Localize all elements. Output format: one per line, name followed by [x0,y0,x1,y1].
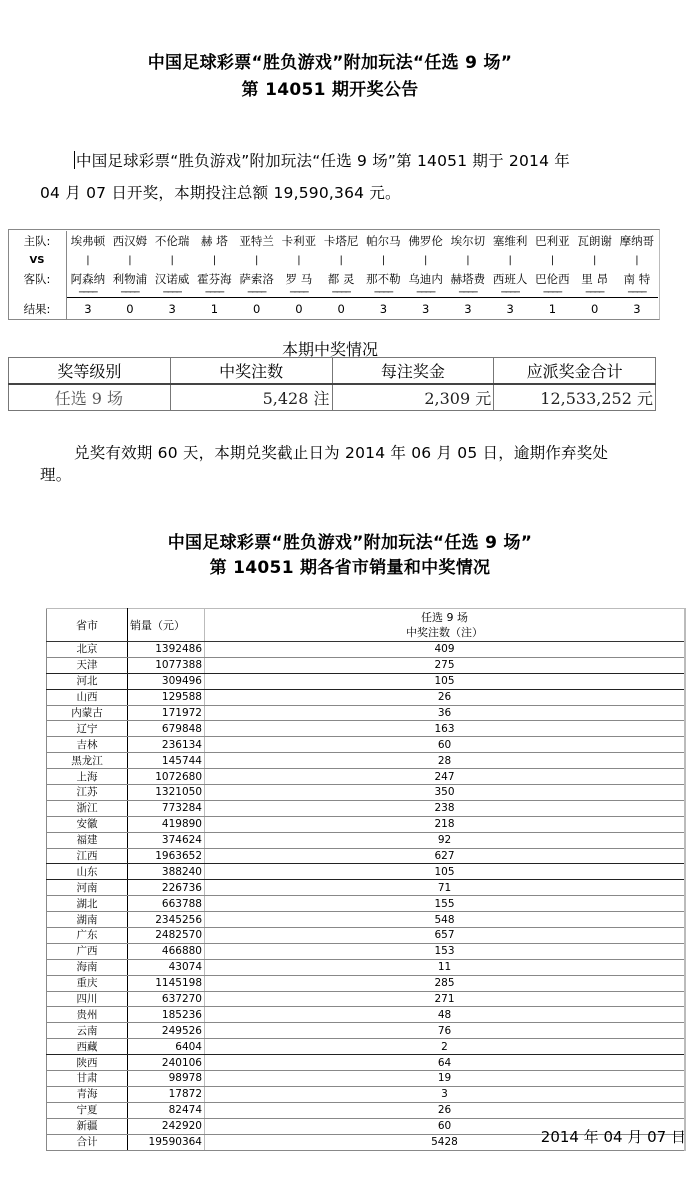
intro-paragraph-line2: 04 月 07 日开奖，本期投注总额 19,590,364 元。 [40,184,401,202]
province-cell-province: 贵州 [47,1007,128,1023]
province-cell-sales: 82474 [128,1102,205,1118]
match-away: 罗 马 [285,272,313,286]
vs-mark: | [128,254,132,266]
province-cell-winners: 105 [205,864,686,880]
province-header-province: 省市 [47,609,128,642]
province-cell-province: 湖北 [47,896,128,912]
province-cell-province: 新疆 [47,1118,128,1134]
prize-header-total: 应派奖金合计 [494,358,656,385]
vs-mark: | [381,254,386,266]
province-cell-winners: 238 [205,800,686,816]
match-home: 巴利亚 [535,234,570,248]
province-cell-province: 山西 [47,689,128,705]
province-cell-winners: 153 [205,943,686,959]
match-result: 3 [405,298,447,321]
province-cell-sales: 663788 [128,896,205,912]
match-result: 3 [151,298,193,321]
match-home: 帕尔马 [366,234,401,248]
divider-mark: ──── [332,288,350,298]
divider-mark: ──── [374,288,393,298]
province-cell-winners: 657 [205,928,686,944]
province-row [47,912,686,928]
page-title-line1: 中国足球彩票“胜负游戏”附加玩法“任选 9 场” [147,53,513,73]
province-cell-winners: 92 [205,832,686,848]
province-header-row [47,609,686,642]
province-cell-sales: 2345256 [128,912,205,928]
province-row [47,705,686,721]
vs-mark: | [254,254,259,266]
match-home: 佛罗伦 [408,234,443,248]
province-cell-sales: 19590364 [128,1134,205,1150]
match-row-away [8,269,658,289]
prize-header-level: 奖等级别 [9,358,171,385]
province-row [47,848,686,864]
province-cell-sales: 236134 [128,737,205,753]
match-result: 3 [489,298,531,321]
notice-line1: 兑奖有效期 60 天，本期兑奖截止日为 2014 年 06 月 05 日，逾期作弃奖处 [74,444,609,462]
province-cell-province: 北京 [47,642,128,658]
match-away: 西班人 [492,272,528,286]
match-result: 3 [362,298,404,321]
province-cell-winners: 60 [205,737,686,753]
match-away: 乌迪内 [408,272,443,286]
province-cell-province: 辽宁 [47,721,128,737]
province-cell-sales: 1077388 [128,657,205,673]
province-cell-province: 四川 [47,991,128,1007]
province-cell-province: 重庆 [47,975,128,991]
match-away: 那不勒 [366,272,401,286]
province-cell-sales: 226736 [128,880,205,896]
province-cell-sales: 1321050 [128,785,205,801]
province-cell-sales: 171972 [128,705,205,721]
divider-mark: ──── [163,288,181,298]
province-cell-province: 宁夏 [47,1102,128,1118]
match-result: 3 [447,298,489,321]
divider-mark: ──── [416,288,435,298]
prize-total: 12,533,252 元 [494,384,656,411]
divider-mark: ──── [79,288,97,298]
province-table-wrapper [46,608,686,1151]
province-cell-province: 浙江 [47,800,128,816]
province-cell-sales: 388240 [128,864,205,880]
divider-mark: ──── [628,288,646,298]
province-cell-winners: 60 [205,1118,686,1134]
province-cell-sales: 309496 [128,673,205,689]
province-cell-sales: 6404 [128,1039,205,1055]
province-title-line1: 中国足球彩票“胜负游戏”附加玩法“任选 9 场” [167,533,533,553]
province-cell-province: 云南 [47,1023,128,1039]
match-home: 亚特兰 [239,234,274,248]
province-row [47,832,686,848]
province-row [47,721,686,737]
province-cell-sales: 466880 [128,943,205,959]
match-away: 巴伦西 [535,272,570,286]
match-row-home [8,231,658,251]
province-row [47,753,686,769]
province-cell-winners: 3 [205,1086,686,1102]
province-cell-sales: 773284 [128,800,205,816]
vs-mark: | [508,254,512,266]
match-row-home-label: 主队: [8,231,67,251]
prize-per-bet: 2,309 元 [332,384,494,411]
province-row [47,1071,686,1087]
vs-mark: | [592,254,597,266]
province-cell-winners: 163 [205,721,686,737]
province-cell-winners: 5428 [205,1134,686,1150]
province-cell-winners: 218 [205,816,686,832]
province-row [47,1086,686,1102]
province-cell-sales: 1392486 [128,642,205,658]
province-cell-winners: 271 [205,991,686,1007]
match-away: 利物浦 [112,272,148,286]
text-cursor [74,151,75,169]
match-home: 不伦瑞 [154,234,190,248]
match-row-divider-label [8,289,67,298]
match-away: 赫塔费 [450,272,486,286]
prize-header-winners: 中奖注数 [170,358,332,385]
match-home: 卡塔尼 [323,234,359,248]
province-cell-winners: 36 [205,705,686,721]
province-row [47,1007,686,1023]
prize-table [8,357,656,411]
province-row [47,816,686,832]
province-cell-winners: 285 [205,975,686,991]
province-cell-winners: 155 [205,896,686,912]
vs-mark: | [635,254,639,266]
province-cell-winners: 350 [205,785,686,801]
province-cell-province: 福建 [47,832,128,848]
province-row [47,689,686,705]
province-cell-winners: 548 [205,912,686,928]
match-result: 0 [574,298,616,321]
province-cell-province: 江苏 [47,785,128,801]
match-result: 1 [193,298,235,321]
province-cell-winners: 275 [205,657,686,673]
province-cell-sales: 249526 [128,1023,205,1039]
match-away: 南 特 [623,272,651,286]
province-header-winners [205,609,686,642]
province-row [47,928,686,944]
province-cell-winners: 105 [205,673,686,689]
prize-header-row [9,358,656,385]
vs-mark: | [86,254,90,266]
province-row [47,943,686,959]
match-result: 0 [109,298,151,321]
province-cell-winners: 247 [205,769,686,785]
vs-mark: | [466,254,470,266]
province-row [47,769,686,785]
province-row [47,1102,686,1118]
province-header-sales: 销量（元） [128,609,205,642]
match-home: 摩纳哥 [619,234,655,248]
divider-mark: ──── [205,288,224,298]
prize-winners: 5,428 注 [170,384,332,411]
province-cell-province: 广西 [47,943,128,959]
province-row [47,959,686,975]
province-cell-sales: 1145198 [128,975,205,991]
province-cell-winners: 19 [205,1071,686,1087]
province-cell-sales: 374624 [128,832,205,848]
province-cell-province: 内蒙古 [47,705,128,721]
match-result: 1 [531,298,573,321]
province-cell-province: 山东 [47,864,128,880]
match-result: 0 [278,298,320,321]
province-cell-sales: 1963652 [128,848,205,864]
match-row-divider [8,289,658,298]
province-cell-winners: 76 [205,1023,686,1039]
province-cell-sales: 98978 [128,1071,205,1087]
province-row [47,880,686,896]
intro-text-1: 中国足球彩票“胜负游戏”附加玩法“任选 9 场”第 14051 期于 2014 年 [76,152,570,170]
divider-mark: ──── [121,288,139,298]
prize-caption: 本期中奖情况 [281,340,378,359]
province-cell-sales: 43074 [128,959,205,975]
divider-mark: ──── [459,288,477,298]
match-home: 西汉姆 [112,234,148,248]
province-cell-province: 河南 [47,880,128,896]
province-title-line2: 第 14051 期各省市销量和中奖情况 [209,558,491,578]
province-row [47,1023,686,1039]
vs-mark: | [339,254,343,266]
prize-level: 任选 9 场 [9,384,171,411]
province-cell-sales: 145744 [128,753,205,769]
vs-mark: | [423,254,428,266]
province-cell-province: 海南 [47,959,128,975]
province-row [47,673,686,689]
match-result: 3 [616,298,658,321]
page-title-line2: 第 14051 期开奖公告 [241,80,419,100]
province-cell-sales: 185236 [128,1007,205,1023]
match-away: 汉诺威 [154,272,190,286]
notice-line2: 理。 [40,466,72,484]
prize-header-per-bet: 每注奖金 [332,358,494,385]
province-row [47,896,686,912]
province-cell-winners: 26 [205,689,686,705]
match-home: 卡利亚 [281,234,317,248]
match-home: 瓦朗谢 [577,234,612,248]
divider-mark: ──── [543,288,562,298]
province-cell-province: 青海 [47,1086,128,1102]
province-cell-province: 河北 [47,673,128,689]
province-row [47,1039,686,1055]
match-result: 0 [236,298,278,321]
prize-row [9,384,656,411]
province-cell-sales: 240106 [128,1055,205,1071]
province-cell-province: 安徽 [47,816,128,832]
province-row [47,864,686,880]
province-header-winners-line2: 中奖注数（注） [406,626,483,639]
vs-mark: | [297,254,301,266]
province-cell-sales: 679848 [128,721,205,737]
province-cell-sales: 129588 [128,689,205,705]
province-cell-sales: 17872 [128,1086,205,1102]
vs-mark: | [212,254,217,266]
province-cell-province: 吉林 [47,737,128,753]
province-cell-winners: 627 [205,848,686,864]
province-cell-province: 甘肃 [47,1071,128,1087]
province-cell-winners: 26 [205,1102,686,1118]
match-home: 埃弗顿 [70,234,106,248]
province-cell-winners: 28 [205,753,686,769]
match-away: 霍芬海 [197,272,232,286]
province-row [47,991,686,1007]
match-away: 都 灵 [327,272,355,286]
province-row [47,642,686,658]
province-cell-province: 江西 [47,848,128,864]
province-header-winners-line1: 任选 9 场 [421,611,468,624]
match-table [8,231,658,320]
province-cell-sales: 2482570 [128,928,205,944]
province-cell-sales: 419890 [128,816,205,832]
province-row [47,975,686,991]
match-row-away-label: 客队: [8,269,67,289]
province-row [47,737,686,753]
province-cell-province: 合计 [47,1134,128,1150]
match-home: 埃尔切 [450,234,486,248]
province-row [47,785,686,801]
vs-mark: | [170,254,174,266]
province-cell-province: 湖南 [47,912,128,928]
match-home: 赫 塔 [201,234,228,248]
match-row-result-label: 结果: [8,298,67,321]
province-cell-winners: 48 [205,1007,686,1023]
province-cell-winners: 409 [205,642,686,658]
province-table [46,608,686,1151]
match-away: 里 昂 [581,272,608,286]
match-result: 3 [67,298,109,321]
match-away: 萨索洛 [239,272,274,286]
province-row [47,1055,686,1071]
province-cell-province: 黑龙江 [47,753,128,769]
province-row [47,657,686,673]
divider-mark: ──── [290,288,308,298]
divider-mark: ──── [247,288,266,298]
province-cell-winners: 64 [205,1055,686,1071]
province-cell-sales: 637270 [128,991,205,1007]
province-cell-province: 天津 [47,657,128,673]
province-cell-province: 陕西 [47,1055,128,1071]
divider-mark: ──── [585,288,604,298]
province-cell-sales: 1072680 [128,769,205,785]
match-home: 塞维利 [492,234,528,248]
province-cell-winners: 11 [205,959,686,975]
vs-mark: | [550,254,555,266]
province-cell-winners: 2 [205,1039,686,1055]
province-cell-province: 广东 [47,928,128,944]
footer-date: 2014 年 04 月 07 日 [540,1128,686,1146]
divider-mark: ──── [501,288,519,298]
province-cell-province: 上海 [47,769,128,785]
province-cell-winners: 71 [205,880,686,896]
match-row-vs-label: VS [8,251,67,269]
match-row-vs [8,251,658,269]
match-row-result [8,298,658,321]
match-result: 0 [320,298,362,321]
province-row [47,800,686,816]
province-cell-province: 西藏 [47,1039,128,1055]
match-away: 阿森纳 [70,272,106,286]
intro-paragraph-line1 [74,146,570,176]
province-cell-sales: 242920 [128,1118,205,1134]
